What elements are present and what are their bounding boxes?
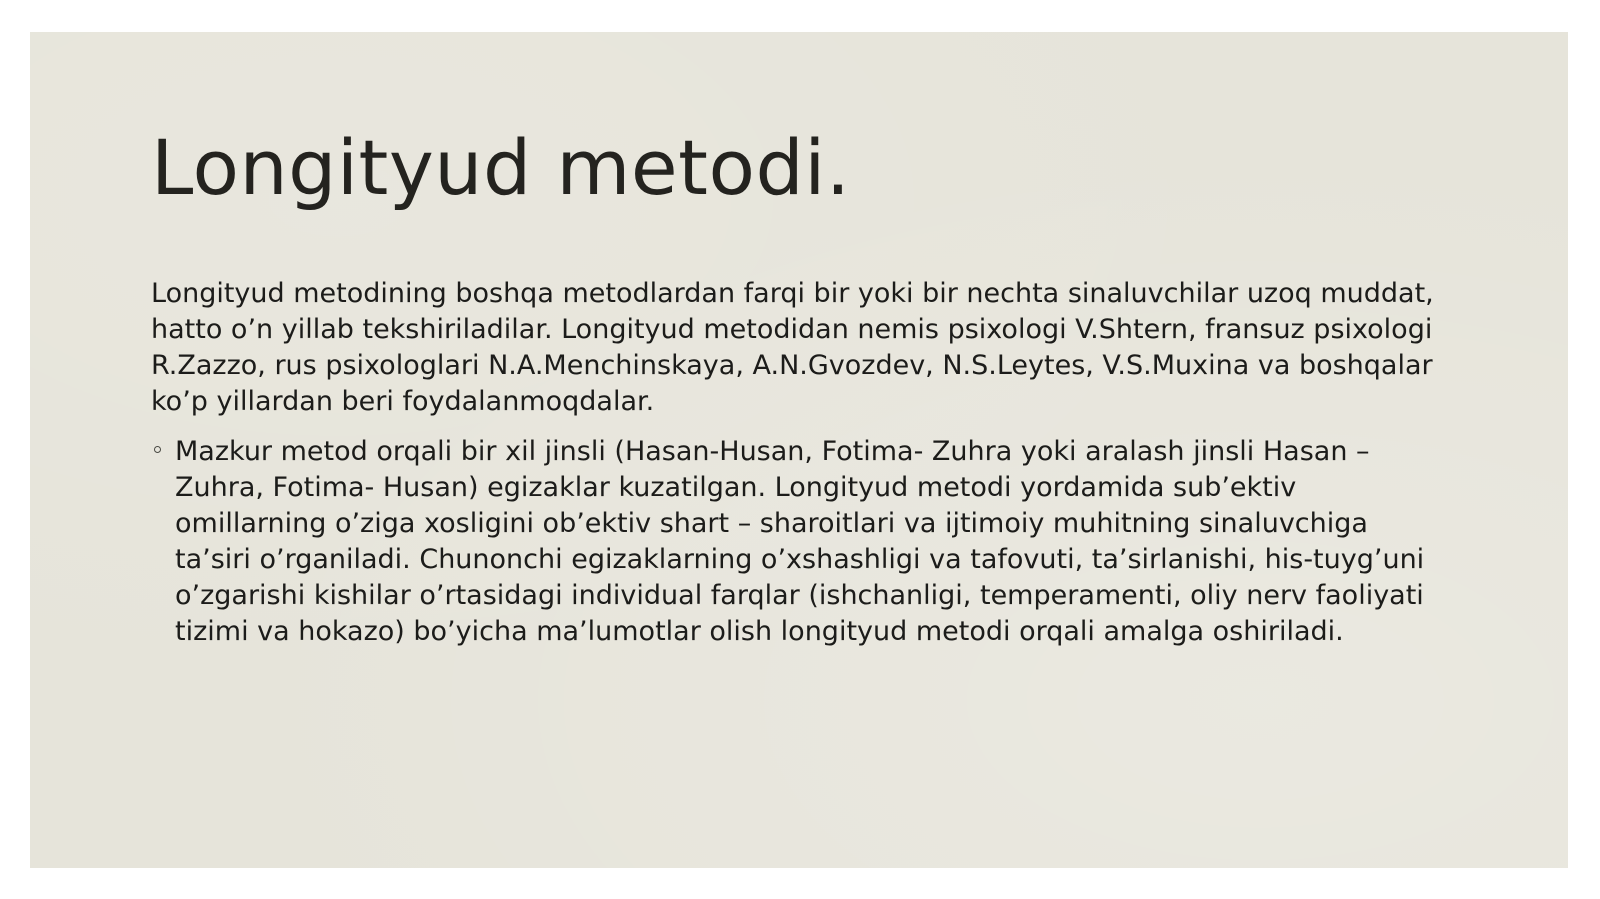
hollow-circle-bullet-icon — [154, 446, 161, 453]
slide-body — [151, 276, 1441, 650]
slide-title: Longityud metodi. — [151, 123, 851, 212]
bullet-item — [151, 434, 1441, 650]
bullet-text: Mazkur metod orqali bir xil jinsli (Hasan-Husan, Fotima- Zuhra yoki aralash jinsli Hasan – Zuhra, Fotima- Husan) egizaklar kuzatilgan. Longityud metodi yordamida sub’ektiv omillarning o’ziga xosligini ob’ektiv shart – sharoitlari va ijtimoiy muhitning sinaluvchiga ta’siri o’rganiladi. Chunonchi egizaklarning o’xshashligi va tafovuti, ta’sirlanishi, his-tuyg’uni o’zgarishi kishilar o’rtasidagi individual farqlar (ishchanligi, temperamenti, oliy nerv faoliyati tizimi va hokazo) bo’yicha ma’lumotlar olish longityud metodi orqali amalga oshiriladi. — [175, 436, 1425, 647]
body-paragraph: Longityud metodining boshqa metodlardan farqi bir yoki bir nechta sinaluvchilar uzoq muddat, hatto o’n yillab tekshiriladilar. Longityud metodidan nemis psixologi V.Shtern, fransuz psixologi R.Zazzo, rus psixologlari N.A.Menchinskaya, A.N.Gvozdev, N.S.Leytes, V.S.Muxina va boshqalar ko’p yillardan beri foydalanmoqdalar. — [151, 278, 1434, 417]
slide — [30, 32, 1568, 868]
